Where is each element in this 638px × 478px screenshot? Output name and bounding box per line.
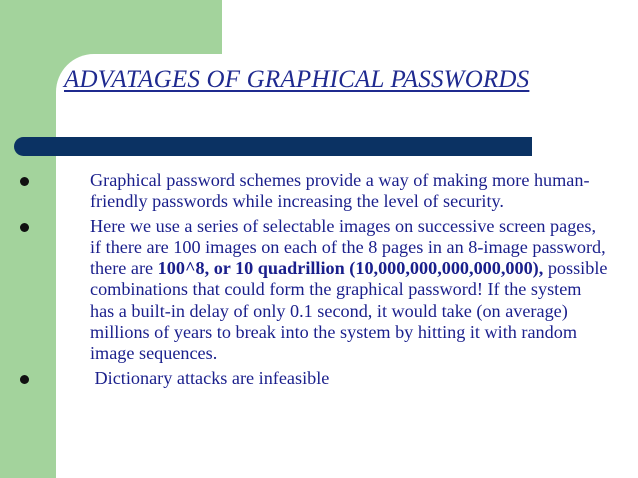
bullet-dot-icon [20, 375, 29, 384]
bullet-text-part: Here we use a series of selectable images on successive screen pages, if there are 100 images on each of the 8 pages in an 8-image password, there are [90, 215, 606, 279]
bullet-text-bold: 100^8, or 10 quadrillion (10,000,000,000,000,000), [157, 258, 544, 279]
title-divider-bar [14, 137, 532, 156]
bullet-text: Dictionary attacks are infeasible [90, 367, 330, 388]
bullet-text-part: possible combinations that could form the graphical password! If the system has a built-in delay of only 0.1 second, it would take (on average) millions of years to break into the system by hitting it with random image sequences. [90, 258, 608, 364]
bullet-item [16, 215, 608, 365]
bullet-item [16, 170, 596, 213]
bullet-list [16, 170, 608, 392]
bullet-text [90, 216, 610, 365]
bullet-dot-icon [20, 177, 29, 186]
slide-title: ADVATAGES OF GRAPHICAL PASSWORDS [64, 66, 530, 93]
bullet-item [16, 368, 596, 389]
bullet-text: Graphical password schemes provide a way of making more human-friendly passwords while increasing the level of security. [90, 170, 590, 212]
bullet-dot-icon [20, 223, 29, 232]
